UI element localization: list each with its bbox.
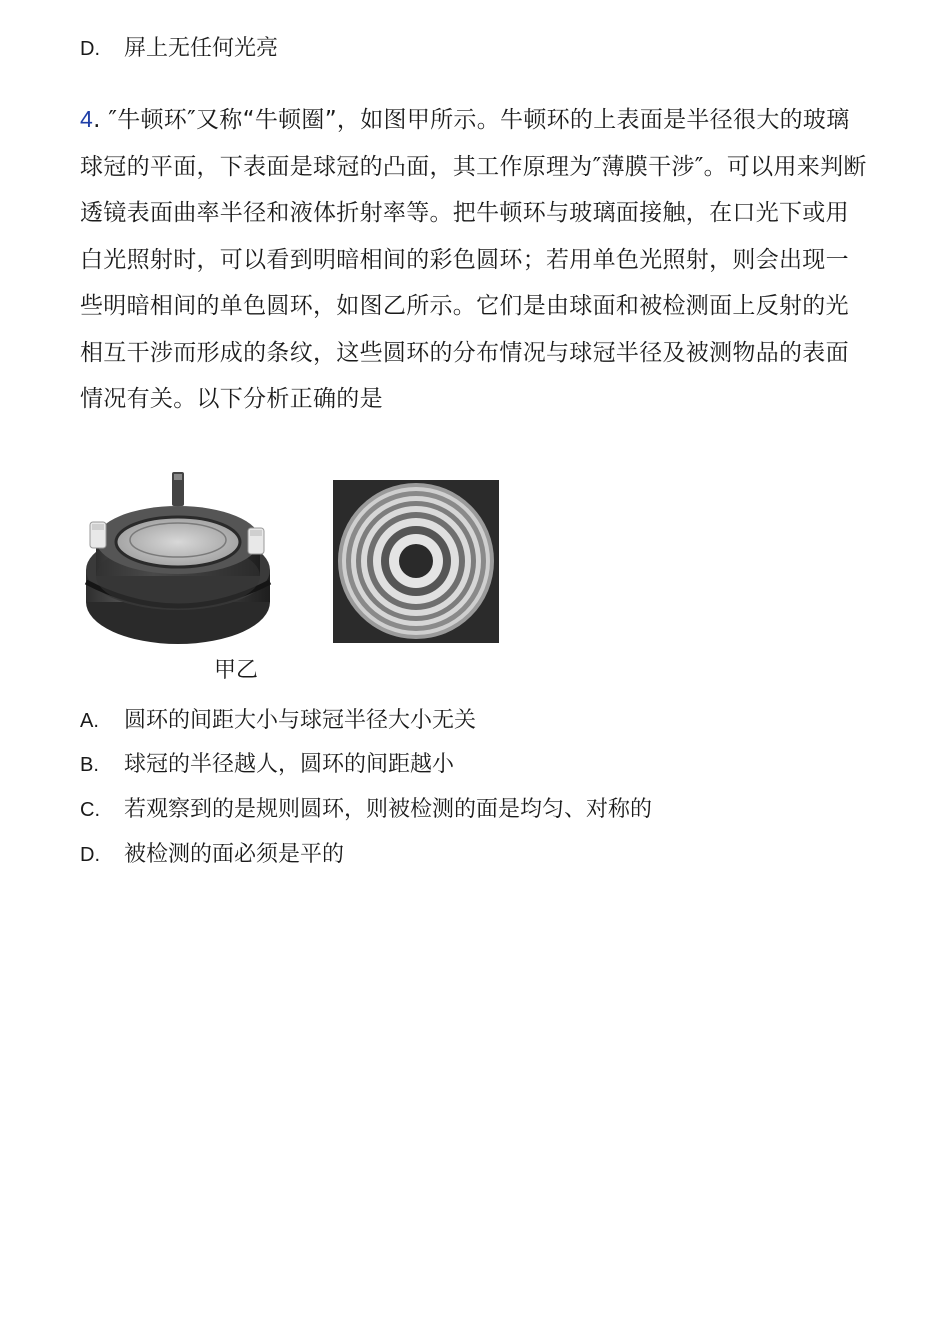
option-a	[80, 706, 476, 736]
option-letter: D.	[80, 844, 100, 866]
option-text: 屏上无任何光亮	[124, 36, 279, 61]
option-letter: B.	[80, 754, 99, 776]
interference-rings-image	[333, 480, 499, 643]
option-letter: D.	[80, 38, 100, 60]
option-text: 圆环的间距大小与球冠半径大小无关	[124, 708, 477, 733]
option-letter: C.	[80, 799, 100, 821]
previous-option-d	[80, 34, 278, 64]
option-text: 球冠的半径越人，圆环的间距越小	[124, 752, 455, 777]
figure-caption: 甲乙	[214, 658, 259, 683]
question-text: . ″牛顿环″又称“牛顿圈”，如图甲所示。牛顿环的上表面是半径很大的玻璃球冠的平面，下表面是球冠的凸面，其工作原理为″薄膜干涉″。可以用来判断透镜表面曲率半径和液体折射率等。把牛顿环与玻璃面接触，在口光下或用白光照射时，可以看到明暗相间的彩色圆环；若用单色光照射，则会出现一些明暗相间的单色圆环，如图乙所示。它们是由球面和被检测面上反射的光相互干涉而形成的条纹，这些圆环的分布情况与球冠半径及被测物品的表面情况有关。以下分析正确的是	[80, 107, 867, 412]
option-letter: A.	[80, 710, 99, 732]
option-c	[80, 795, 652, 825]
question-4	[80, 96, 870, 423]
figures	[80, 470, 520, 700]
option-b	[80, 750, 454, 780]
option-d	[80, 840, 344, 870]
newton-ring-apparatus-image	[80, 470, 280, 650]
question-number: 4	[80, 106, 94, 132]
option-text: 若观察到的是规则圆环，则被检测的面是均匀、对称的	[124, 797, 653, 822]
option-text: 被检测的面必须是平的	[124, 842, 345, 867]
